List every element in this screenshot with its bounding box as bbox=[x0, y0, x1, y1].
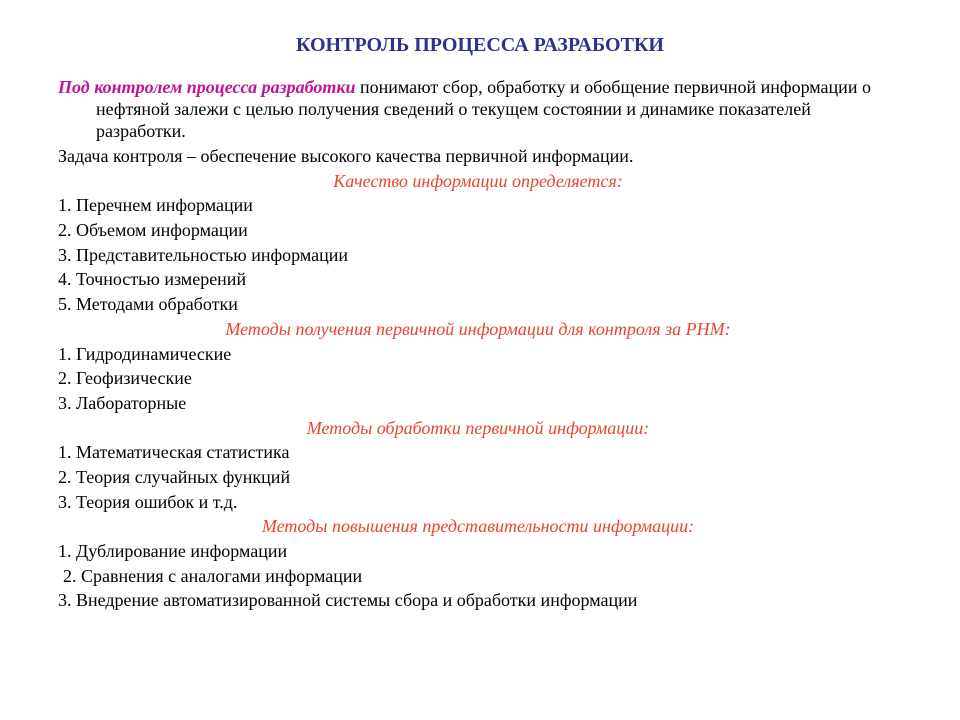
intro-rest: понимают сбор, обработку и обобщение первичной информации о нефтяной залежи с целью получения сведений о текущем состоянии и динамике показателей разработки. bbox=[96, 77, 871, 141]
list-item: 2. Теория случайных функций bbox=[58, 466, 291, 487]
list-item: 1. Дублирование информации bbox=[58, 541, 288, 561]
list-item: 2. Сравнения с аналогами информации bbox=[63, 565, 363, 586]
intro-term: Под контролем процесса разработки bbox=[58, 77, 356, 97]
section-heading-processing: Методы обработки первичной информации: bbox=[306, 417, 650, 438]
list-item: 4. Точностью измерений bbox=[58, 269, 247, 290]
list-item: 2. Объемом информации bbox=[58, 220, 248, 241]
list-item: 3. Представительностью информации bbox=[58, 244, 349, 265]
task-statement: Задача контроля – обеспечение высокого качества первичной информации. bbox=[58, 146, 634, 166]
list-item: 1. Математическая статистика bbox=[58, 442, 290, 463]
slide-content bbox=[58, 76, 898, 613]
list-item: 2. Геофизические bbox=[58, 368, 192, 389]
list-item: 5. Методами обработки bbox=[58, 294, 238, 315]
list-item: 1. Перечнем информации bbox=[58, 195, 253, 216]
section-heading-representativeness: Методы повышения представительности информации: bbox=[261, 516, 695, 537]
page-title: КОНТРОЛЬ ПРОЦЕССА РАЗРАБОТКИ bbox=[296, 34, 664, 56]
list-item: 3. Лабораторные bbox=[58, 392, 187, 413]
section-heading-quality: Качество информации определяется: bbox=[333, 170, 623, 191]
list-item: 3. Внедрение автоматизированной системы сбора и обработки информации bbox=[58, 590, 638, 611]
list-item: 1. Гидродинамические bbox=[58, 343, 232, 364]
section-heading-acquisition: Методы получения первичной информации для контроля за РНМ: bbox=[225, 318, 731, 339]
intro-paragraph bbox=[58, 76, 898, 142]
list-item: 3. Теория ошибок и т.д. bbox=[58, 491, 238, 512]
